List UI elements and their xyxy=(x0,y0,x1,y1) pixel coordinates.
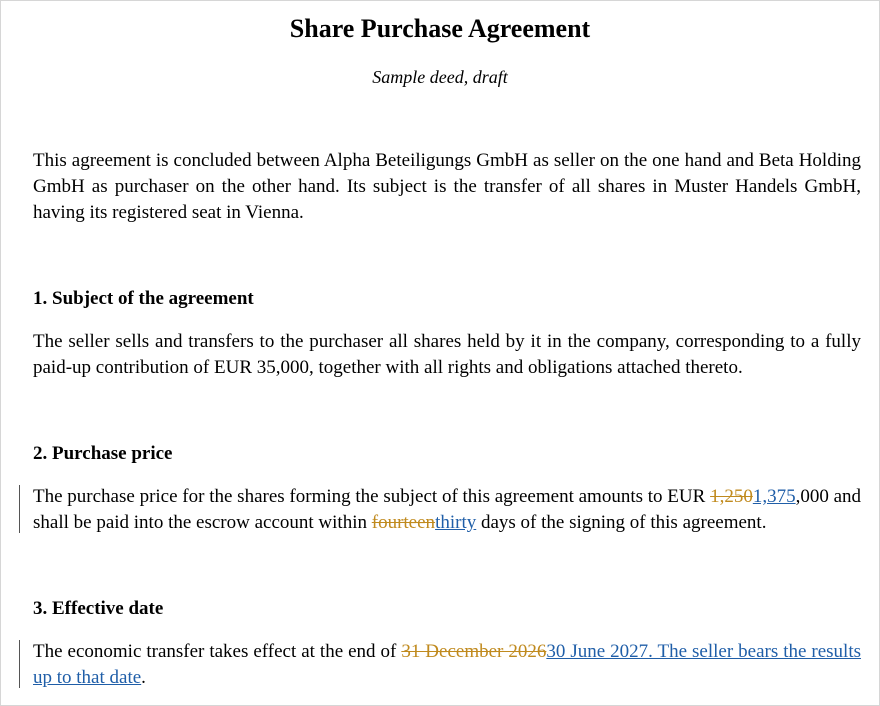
inserted-text[interactable]: thirty xyxy=(435,512,477,533)
deleted-text[interactable]: 1,250 xyxy=(710,486,753,507)
inserted-text[interactable]: 30 June 2027. The seller bears the results up to that date xyxy=(33,641,862,688)
text-run: days of the signing of this agreement. xyxy=(476,512,767,533)
deleted-text[interactable]: fourteen xyxy=(371,512,436,533)
section-1-heading: 1. Subject of the agreement xyxy=(33,288,254,309)
deleted-text[interactable]: 31 December 2026 xyxy=(401,641,547,662)
document-subtitle: Sample deed, draft xyxy=(372,67,508,87)
section-1-paragraph: The seller sells and transfers to the purchaser all shares held by it in the company, corresponding to a fully paid-up contribution of EUR 35,000, together with all rights and obligations attached thereto. xyxy=(33,331,861,378)
text-run: The economic transfer takes effect at the end of xyxy=(33,641,402,662)
text-run: . xyxy=(141,667,146,688)
section-2-heading: 2. Purchase price xyxy=(33,443,173,464)
inserted-text[interactable]: 1,375 xyxy=(752,486,796,507)
section-3-paragraph xyxy=(33,639,861,691)
section-3-heading: 3. Effective date xyxy=(33,598,164,619)
text-run: The purchase price for the shares forming the subject of this agreement amounts to EUR xyxy=(33,486,711,507)
section-2-paragraph xyxy=(33,484,861,536)
text-run: ,000 and shall be paid into the escrow account within xyxy=(33,486,862,533)
change-bar xyxy=(19,640,20,688)
intro-paragraph: This agreement is concluded between Alpha Beteiligungs GmbH as seller on the one hand and Beta Holding GmbH as purchaser on the other hand. Its subject is the transfer of all shares in Muster Handels GmbH, having its registered seat in Vienna. xyxy=(33,150,861,223)
change-bar xyxy=(19,485,20,533)
document-title: Share Purchase Agreement xyxy=(289,14,591,43)
